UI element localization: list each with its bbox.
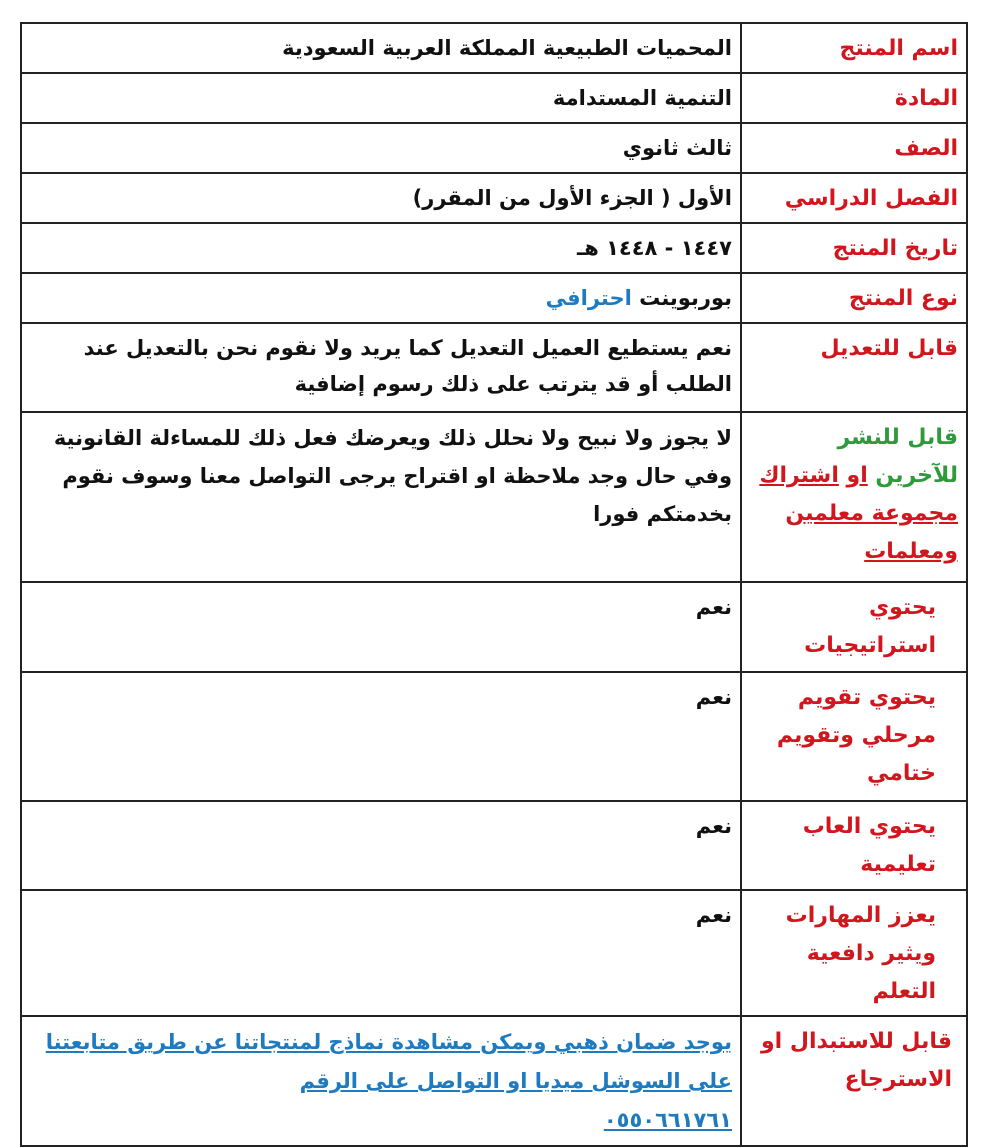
row-assessment bbox=[21, 672, 967, 801]
value-games: نعم bbox=[21, 801, 741, 890]
value-subject: التنمية المستدامة bbox=[21, 73, 741, 123]
label-subject: المادة bbox=[741, 73, 967, 123]
label-publish-part4: اشتراك bbox=[759, 463, 839, 488]
label-publish bbox=[741, 412, 967, 582]
value-type-main: بوربوينت bbox=[639, 286, 732, 310]
value-strategies: نعم bbox=[21, 582, 741, 672]
label-editable: قابل للتعديل bbox=[741, 323, 967, 412]
value-assessment: نعم bbox=[21, 672, 741, 801]
label-date: تاريخ المنتج bbox=[741, 223, 967, 273]
row-strategies bbox=[21, 582, 967, 672]
row-games bbox=[21, 801, 967, 890]
row-semester bbox=[21, 173, 967, 223]
value-semester: الأول ( الجزء الأول من المقرر) bbox=[21, 173, 741, 223]
product-info-table bbox=[20, 22, 968, 1147]
row-date bbox=[21, 223, 967, 273]
row-editable bbox=[21, 323, 967, 412]
guarantee-text: يوجد ضمان ذهبي ويمكن مشاهدة نماذج لمنتجاتنا عن طريق متابعتنا على السوشل ميديا او التواصل على الرقم bbox=[45, 1030, 732, 1093]
row-skills bbox=[21, 890, 967, 1016]
value-publish: لا يجوز ولا نبيح ولا نحلل ذلك ويعرضك فعل ذلك للمساءلة القانونية وفي حال وجد ملاحظة او اقتراح يرجى التواصل معنا وسوف نقوم بخدمتكم فورا bbox=[21, 412, 741, 582]
value-product-name: المحميات الطبيعية المملكة العربية السعودية bbox=[21, 23, 741, 73]
value-guarantee bbox=[21, 1016, 741, 1146]
label-games: يحتوي العاب تعليمية bbox=[741, 801, 967, 890]
row-publish bbox=[21, 412, 967, 582]
row-product-name bbox=[21, 23, 967, 73]
value-type-accent: احترافي bbox=[545, 286, 632, 310]
label-type: نوع المنتج bbox=[741, 273, 967, 323]
value-type bbox=[21, 273, 741, 323]
label-assessment: يحتوي تقويم مرحلي وتقويم ختامي bbox=[741, 672, 967, 801]
value-grade: ثالث ثانوي bbox=[21, 123, 741, 173]
value-date: ١٤٤٧ - ١٤٤٨ هـ bbox=[21, 223, 741, 273]
label-grade: الصف bbox=[741, 123, 967, 173]
label-product-name: اسم المنتج bbox=[741, 23, 967, 73]
row-type bbox=[21, 273, 967, 323]
label-guarantee: قابل للاستبدال او الاسترجاع bbox=[741, 1016, 967, 1146]
guarantee-phone[interactable]: ٠٥٥٠٦٦١٧٦١ bbox=[603, 1108, 732, 1132]
label-semester: الفصل الدراسي bbox=[741, 173, 967, 223]
value-skills: نعم bbox=[21, 890, 741, 1016]
row-subject bbox=[21, 73, 967, 123]
value-editable: نعم يستطيع العميل التعديل كما يريد ولا نقوم نحن بالتعديل عند الطلب أو قد يترتب على ذلك رسوم إضافية bbox=[21, 323, 741, 412]
row-grade bbox=[21, 123, 967, 173]
label-strategies: يحتوي استراتيجيات bbox=[741, 582, 967, 672]
label-publish-part5: مجموعة معلمين ومعلمات bbox=[785, 501, 958, 564]
label-publish-part1: قابل للنشر bbox=[837, 425, 958, 450]
label-publish-part2: للآخرين bbox=[875, 463, 958, 488]
label-skills: يعزز المهارات ويثير دافعية التعلم bbox=[741, 890, 967, 1016]
label-publish-part3: او bbox=[846, 463, 868, 488]
row-guarantee bbox=[21, 1016, 967, 1146]
